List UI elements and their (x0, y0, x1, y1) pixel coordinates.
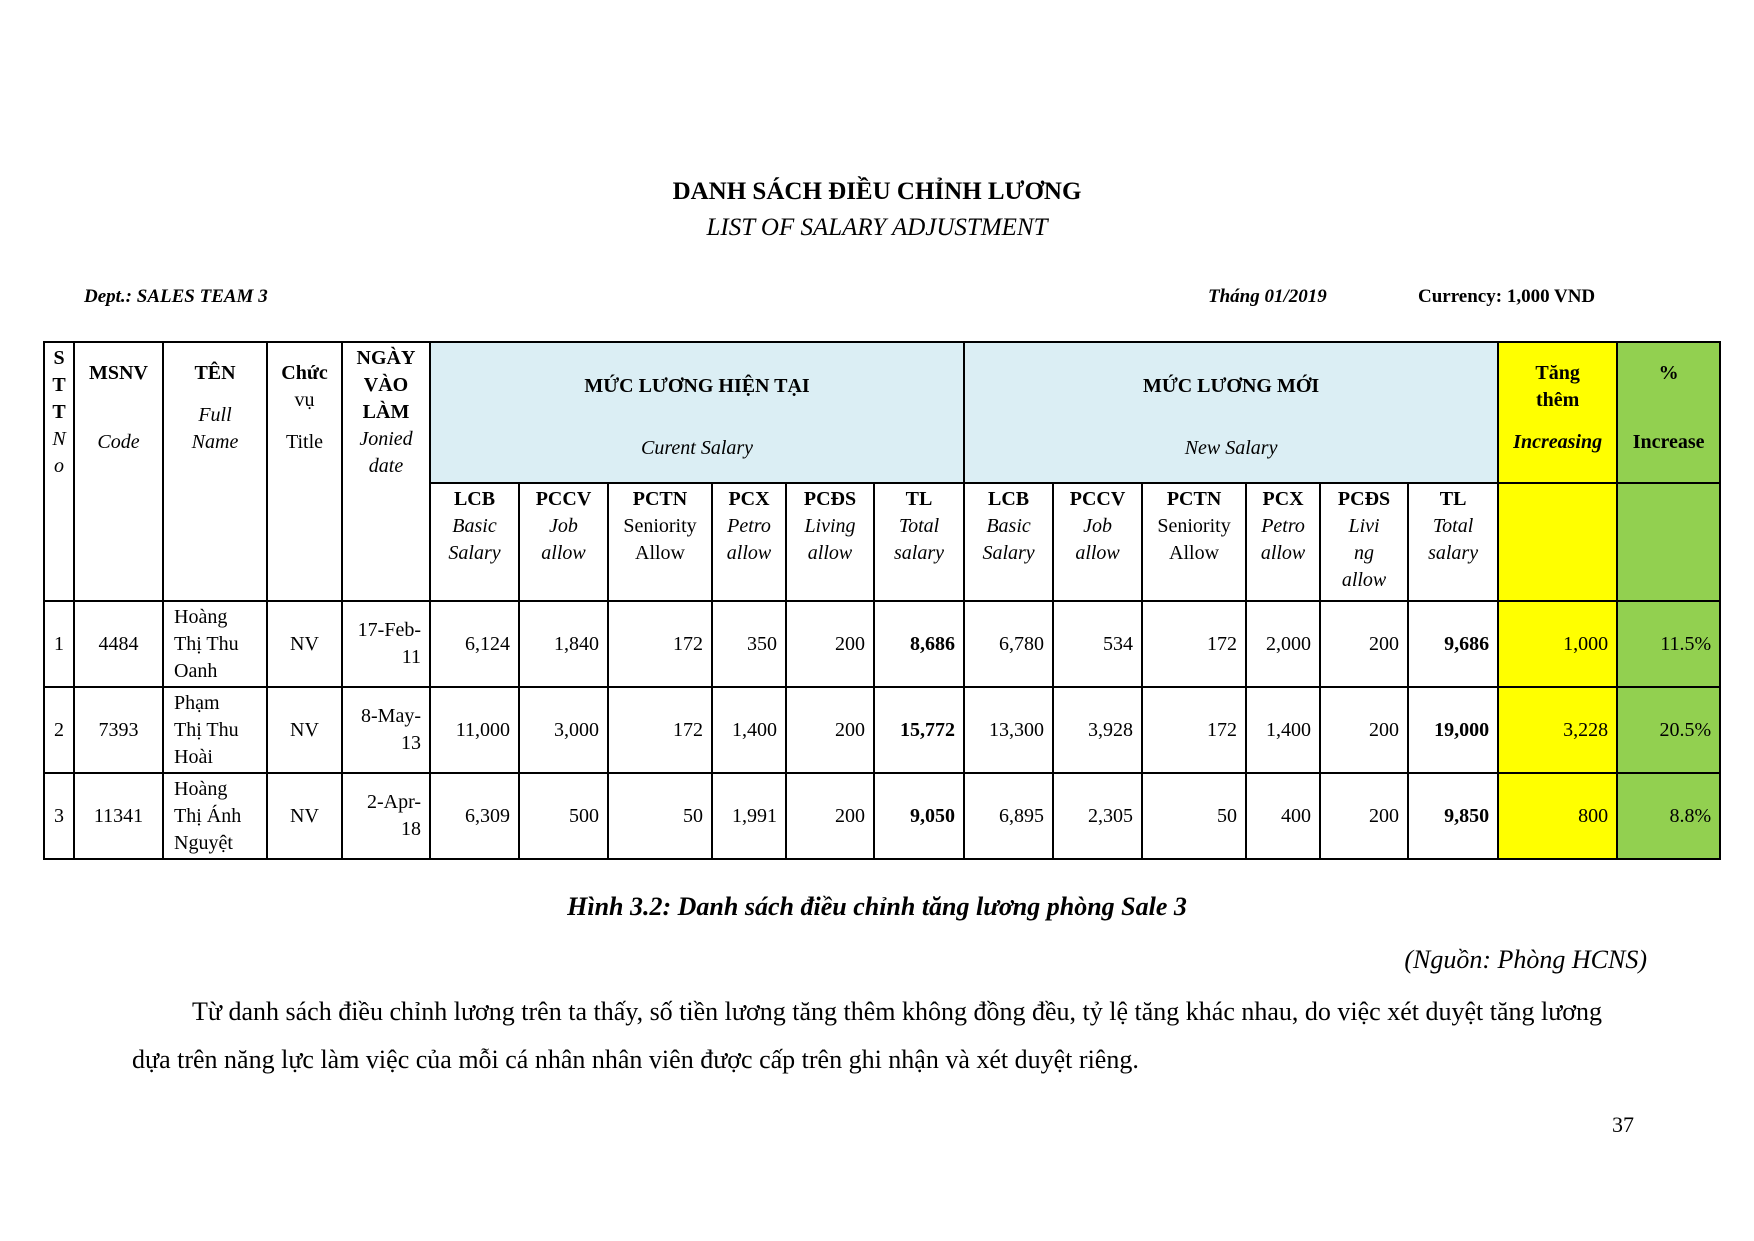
current-subheader-pcđs: PCĐS Living allow (786, 483, 874, 601)
cell-current-0: 11,000 (430, 687, 519, 773)
cell-current-2: 50 (608, 773, 712, 859)
cell-new-1: 534 (1053, 601, 1142, 687)
cell-new-4: 200 (1320, 687, 1408, 773)
cell-increase: 800 (1498, 773, 1617, 859)
new-subheader-pcx: PCX Petro allow (1246, 483, 1320, 601)
cell-current-5: 9,050 (874, 773, 964, 859)
page-number: 37 (1612, 1112, 1634, 1137)
current-subheader-pctn: PCTN Seniority Allow (608, 483, 712, 601)
cell-stt: 1 (44, 601, 74, 687)
cell-current-2: 172 (608, 687, 712, 773)
cell-new-0: 13,300 (964, 687, 1053, 773)
cell-current-2: 172 (608, 601, 712, 687)
currency-label: Currency: 1,000 VND (1418, 286, 1596, 307)
cell-percent: 8.8% (1617, 773, 1720, 859)
cell-msnv: 4484 (74, 601, 163, 687)
new-subheader-pcđs: PCĐS Livi ng allow (1320, 483, 1408, 601)
current-subheader-tl: TL Total salary (874, 483, 964, 601)
figure-caption: Hình 3.2: Danh sách điều chỉnh tăng lương phòng Sale 3 (567, 892, 1187, 921)
cell-title: NV (267, 687, 342, 773)
page-subtitle: LIST OF SALARY ADJUSTMENT (706, 214, 1048, 241)
source-note: (Nguồn: Phòng HCNS) (1404, 945, 1647, 974)
percent-subheader (1617, 483, 1720, 601)
cell-current-1: 1,840 (519, 601, 608, 687)
cell-title: NV (267, 773, 342, 859)
cell-new-0: 6,895 (964, 773, 1053, 859)
cell-new-3: 2,000 (1246, 601, 1320, 687)
cell-stt: 3 (44, 773, 74, 859)
cell-name: Hoàng Thị Ánh Nguyệt (163, 773, 267, 859)
cell-current-3: 1,991 (712, 773, 786, 859)
increasing-subheader (1498, 483, 1617, 601)
cell-current-5: 8,686 (874, 601, 964, 687)
dept-label: Dept.: SALES TEAM 3 (84, 286, 268, 307)
new-subheader-pctn: PCTN Seniority Allow (1142, 483, 1246, 601)
cell-new-5: 9,850 (1408, 773, 1498, 859)
cell-new-4: 200 (1320, 601, 1408, 687)
header-percent: % Increase (1617, 342, 1720, 483)
cell-current-3: 1,400 (712, 687, 786, 773)
new-subheader-pccv: PCCV Job allow (1053, 483, 1142, 601)
header-title: Chức vụ Title (267, 342, 342, 601)
month-label: Tháng 01/2019 (1208, 286, 1327, 307)
current-subheader-pccv: PCCV Job allow (519, 483, 608, 601)
cell-stt: 2 (44, 687, 74, 773)
header-current-salary: MỨC LƯƠNG HIỆN TẠI Curent Salary (430, 342, 964, 483)
cell-increase: 3,228 (1498, 687, 1617, 773)
body-paragraph: Từ danh sách điều chỉnh lương trên ta thấy, số tiền lương tăng thêm không đồng đều, tỷ lệ tăng khác nhau, do việc xét duyệt tăng lương dựa trên năng lực làm việc của mỗi cá nhân nhân viên được cấp trên ghi nhận và xét duyệt riêng. (132, 997, 1603, 1074)
cell-current-4: 200 (786, 601, 874, 687)
cell-msnv: 7393 (74, 687, 163, 773)
cell-name: Hoàng Thị Thu Oanh (163, 601, 267, 687)
salary-table (43, 341, 1721, 860)
cell-joined-date: 8-May- 13 (342, 687, 430, 773)
cell-new-4: 200 (1320, 773, 1408, 859)
cell-current-0: 6,124 (430, 601, 519, 687)
cell-current-1: 3,000 (519, 687, 608, 773)
cell-current-5: 15,772 (874, 687, 964, 773)
header-increasing: Tăng thêm Increasing (1498, 342, 1617, 483)
cell-joined-date: 2-Apr- 18 (342, 773, 430, 859)
cell-new-5: 19,000 (1408, 687, 1498, 773)
cell-new-2: 172 (1142, 601, 1246, 687)
cell-joined-date: 17-Feb- 11 (342, 601, 430, 687)
cell-current-0: 6,309 (430, 773, 519, 859)
table-row (44, 601, 1720, 687)
cell-percent: 20.5% (1617, 687, 1720, 773)
header-joined-date: NGÀY VÀO LÀM Jonied date (342, 342, 430, 601)
cell-title: NV (267, 601, 342, 687)
cell-new-5: 9,686 (1408, 601, 1498, 687)
cell-name: Phạm Thị Thu Hoài (163, 687, 267, 773)
cell-current-4: 200 (786, 687, 874, 773)
cell-current-3: 350 (712, 601, 786, 687)
new-subheader-tl: TL Total salary (1408, 483, 1498, 601)
cell-increase: 1,000 (1498, 601, 1617, 687)
current-subheader-pcx: PCX Petro allow (712, 483, 786, 601)
current-subheader-lcb: LCB Basic Salary (430, 483, 519, 601)
cell-current-1: 500 (519, 773, 608, 859)
new-subheader-lcb: LCB Basic Salary (964, 483, 1053, 601)
table-row (44, 687, 1720, 773)
table-row (44, 773, 1720, 859)
cell-percent: 11.5% (1617, 601, 1720, 687)
header-new-salary: MỨC LƯƠNG MỚI New Salary (964, 342, 1498, 483)
cell-new-0: 6,780 (964, 601, 1053, 687)
header-stt: S T T N o (44, 342, 74, 601)
cell-current-4: 200 (786, 773, 874, 859)
page-title: DANH SÁCH ĐIỀU CHỈNH LƯƠNG (672, 178, 1082, 205)
cell-new-2: 50 (1142, 773, 1246, 859)
cell-new-1: 3,928 (1053, 687, 1142, 773)
header-msnv: MSNV Code (74, 342, 163, 601)
cell-new-3: 1,400 (1246, 687, 1320, 773)
cell-msnv: 11341 (74, 773, 163, 859)
header-name: TÊN Full Name (163, 342, 267, 601)
cell-new-1: 2,305 (1053, 773, 1142, 859)
cell-new-2: 172 (1142, 687, 1246, 773)
cell-new-3: 400 (1246, 773, 1320, 859)
